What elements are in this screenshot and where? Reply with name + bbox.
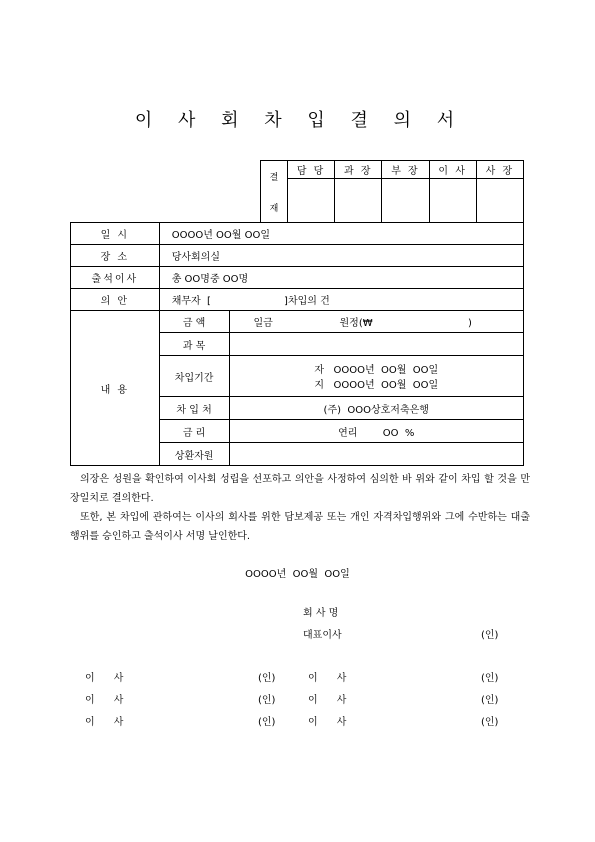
agenda-value: 채무자 [ ]차입의 건 — [159, 289, 523, 311]
content-label: 내 용 — [71, 311, 160, 466]
period-label: 차입기간 — [159, 356, 229, 397]
resolution-date: OOOO년 OO월 OO일 — [245, 569, 350, 580]
date-label: 일 시 — [71, 223, 160, 245]
place-label: 장 소 — [71, 245, 160, 267]
approval-sign-cell — [335, 179, 382, 223]
director-seal: (인) — [258, 695, 276, 706]
director-seal: (인) — [481, 673, 499, 684]
representative-label: 대표이사 — [303, 630, 342, 641]
period-from: 자 OOOO년 OO월 OO일 — [314, 365, 439, 376]
director-seal: (인) — [481, 717, 499, 728]
amount-label: 금 액 — [159, 311, 229, 333]
repay-label: 상환자원 — [159, 443, 229, 466]
date-value: OOOO년 OO월 OO일 — [159, 223, 523, 245]
lender-value: (주) OOO상호저축은행 — [229, 397, 524, 420]
rate-label: 금 리 — [159, 420, 229, 443]
attendance-label: 출석이사 — [71, 267, 160, 289]
director-seal: (인) — [258, 717, 276, 728]
approval-sign-cell — [288, 179, 335, 223]
approval-sign-cell — [382, 179, 429, 223]
attendance-value: 총 OO명중 OO명 — [159, 267, 523, 289]
repay-value — [229, 443, 524, 466]
document-title: 이 사 회 차 입 결 의 서 — [134, 110, 461, 131]
period-to: 지 OOOO년 OO월 OO일 — [314, 380, 439, 391]
amount-value: 원정(₩ ) — [339, 318, 472, 329]
director-label: 이 사 — [85, 673, 124, 684]
representative-seal: (인) — [481, 630, 499, 641]
item-value — [229, 333, 524, 356]
director-label: 이 사 — [85, 717, 124, 728]
resolution-body — [70, 470, 530, 546]
rate-value: 연리 OO % — [229, 420, 524, 443]
director-label: 이 사 — [308, 673, 347, 684]
approval-header-dept-head: 부 장 — [382, 161, 429, 179]
amount-prefix: 일금 — [253, 318, 273, 329]
resolution-table — [70, 222, 524, 466]
body-paragraph-1: 의장은 성원을 확인하여 이사회 성립을 선포하고 의안을 사정하여 심의한 바 위와 같이 차입 할 것을 만장일치로 결의한다. — [70, 474, 530, 504]
lender-label: 차 입 처 — [159, 397, 229, 420]
approval-side-label-1: 결 — [269, 172, 279, 183]
approval-header-director: 이 사 — [429, 161, 476, 179]
company-name-label: 회 사 명 — [303, 608, 339, 619]
approval-sign-cell — [476, 179, 523, 223]
approval-header-president: 사 장 — [476, 161, 523, 179]
item-label: 과 목 — [159, 333, 229, 356]
approval-header-section-chief: 과 장 — [335, 161, 382, 179]
approval-header-manager: 담 당 — [288, 161, 335, 179]
amount-value-cell — [229, 311, 524, 333]
director-label: 이 사 — [308, 717, 347, 728]
director-seal: (인) — [481, 695, 499, 706]
director-seal: (인) — [258, 673, 276, 684]
director-label: 이 사 — [308, 695, 347, 706]
approval-sign-cell — [429, 179, 476, 223]
agenda-label: 의 안 — [71, 289, 160, 311]
period-value-cell — [229, 356, 524, 397]
approval-side-label-2: 재 — [269, 203, 279, 214]
body-paragraph-2: 또한, 본 차입에 관하여는 이사의 회사를 위한 담보제공 또는 개인 자격차입행위와 그에 수반하는 대출행위를 승인하고 출석이사 서명 날인한다. — [70, 512, 530, 542]
director-label: 이 사 — [85, 695, 124, 706]
place-value: 당사회의실 — [159, 245, 523, 267]
approval-side-label — [261, 161, 288, 223]
approval-box — [260, 160, 524, 223]
